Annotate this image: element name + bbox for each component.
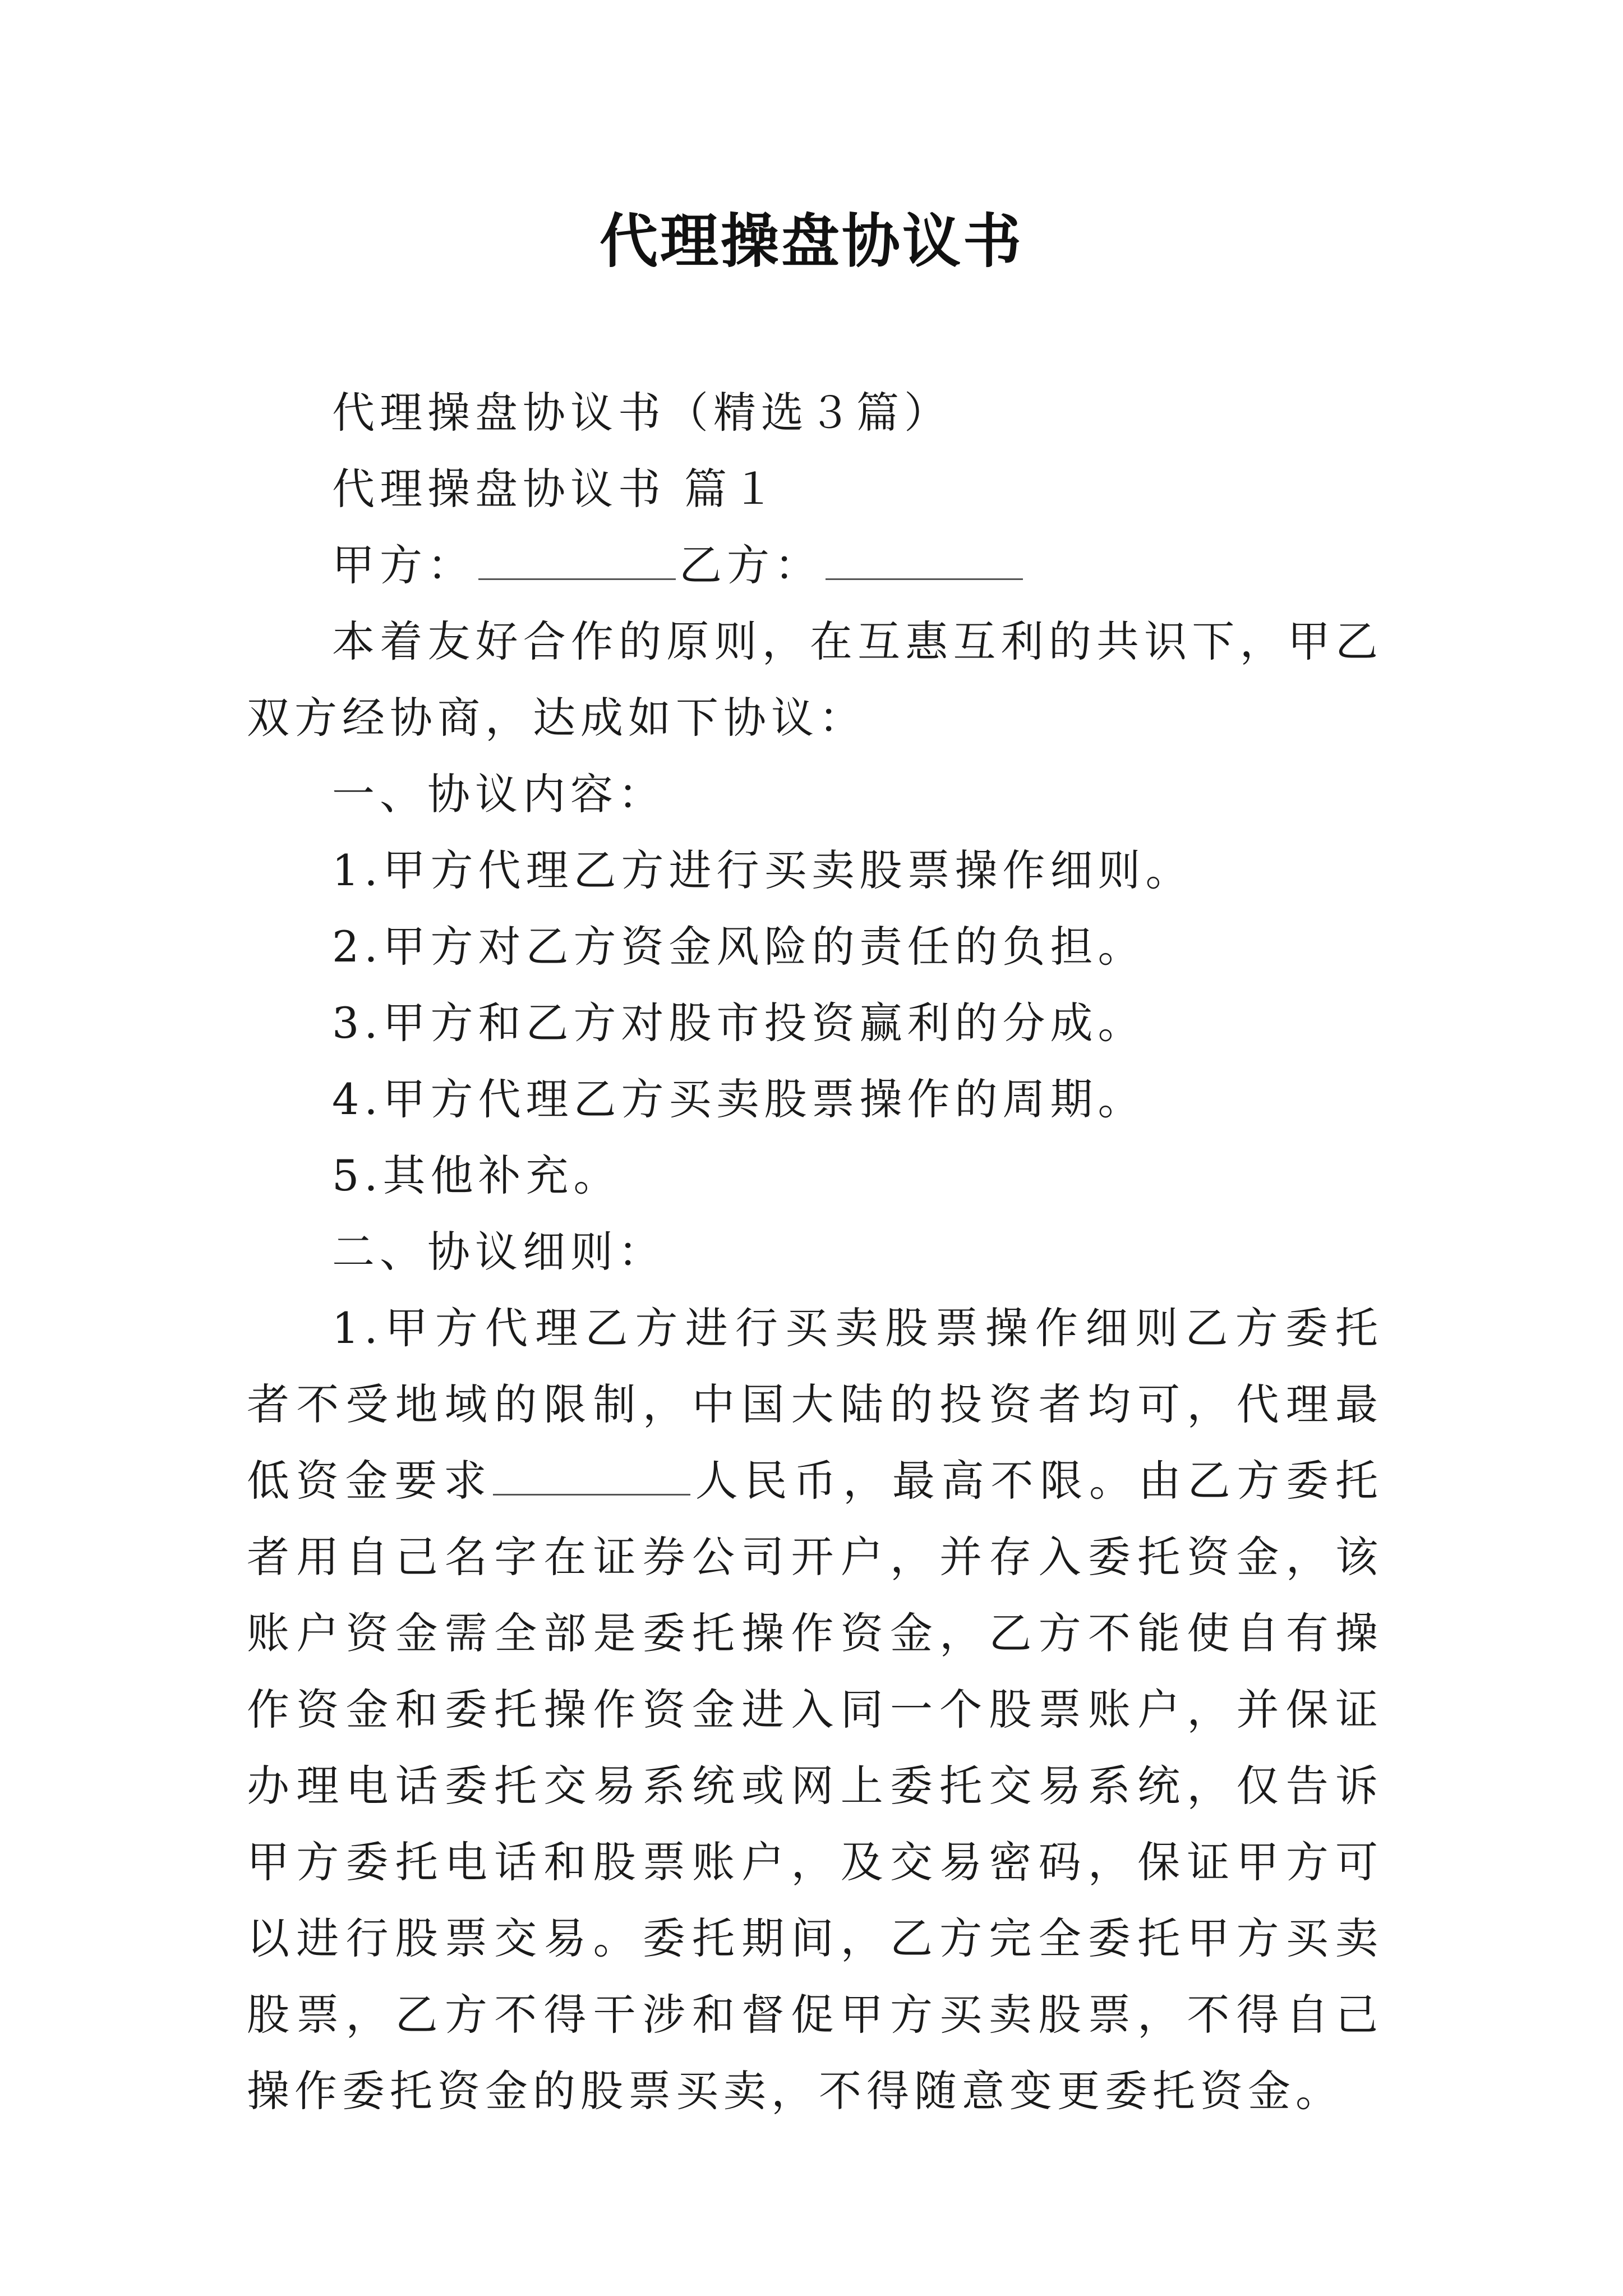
- detail-1-text-b: 人民币，最高不限。由乙方委托者用自己名字在证券公司开户，并存入委托资金，该账户资金需全部是委托操作资金，乙方不能使自有操作资金和委托操作资金进入同一个股票账户，并保证办理电话委托交易系统或网上委托交易系统，仅告诉甲方委托电话和股票账户，及交易密码，保证甲方可以进行股票交易。委托期间，乙方完全委托甲方买卖股票，乙方不得干涉和督促甲方买卖股票，不得自己操作委托资金的股票买卖，不得随意变更委托资金。: [247, 1456, 1384, 2116]
- section-heading: 代理操盘协议书 篇１: [332, 464, 780, 514]
- document-title: 代理操盘协议书: [599, 207, 1023, 275]
- detail-1-text-a: 1.甲方代理乙方进行买卖股票操作细则乙方委托者不受地域的限制，中国大陆的投资者均可，代理最低资金要求: [247, 1303, 1383, 1506]
- parties-line: [247, 527, 1383, 604]
- subtitle: 代理操盘协议书（精选３篇）: [332, 388, 952, 438]
- document-body: [247, 375, 1383, 2129]
- part-one-heading: 一、协议内容：: [332, 769, 666, 819]
- party-b-blank: [826, 538, 1023, 580]
- detail-paragraph-1: [247, 1290, 1383, 2129]
- party-a-blank: [478, 538, 676, 580]
- content-item: 5.其他补充。: [332, 1151, 621, 1200]
- party-a-label: 甲方：: [332, 540, 475, 590]
- intro-paragraph: 本着友好合作的原则，在互惠互利的共识下，甲乙双方经协商，达成如下协议：: [247, 616, 1383, 743]
- content-item: 3.甲方和乙方对股市投资赢利的分成。: [332, 998, 1146, 1048]
- party-b-label: 乙方：: [679, 540, 822, 590]
- part-two-heading: 二、协议细则：: [332, 1227, 666, 1277]
- minimum-capital-blank: [493, 1453, 690, 1496]
- content-item: 1.甲方代理乙方进行买卖股票操作细则。: [332, 845, 1193, 895]
- content-item: 2.甲方对乙方资金风险的责任的负担。: [332, 922, 1146, 972]
- content-item: 4.甲方代理乙方买卖股票操作的周期。: [332, 1074, 1146, 1124]
